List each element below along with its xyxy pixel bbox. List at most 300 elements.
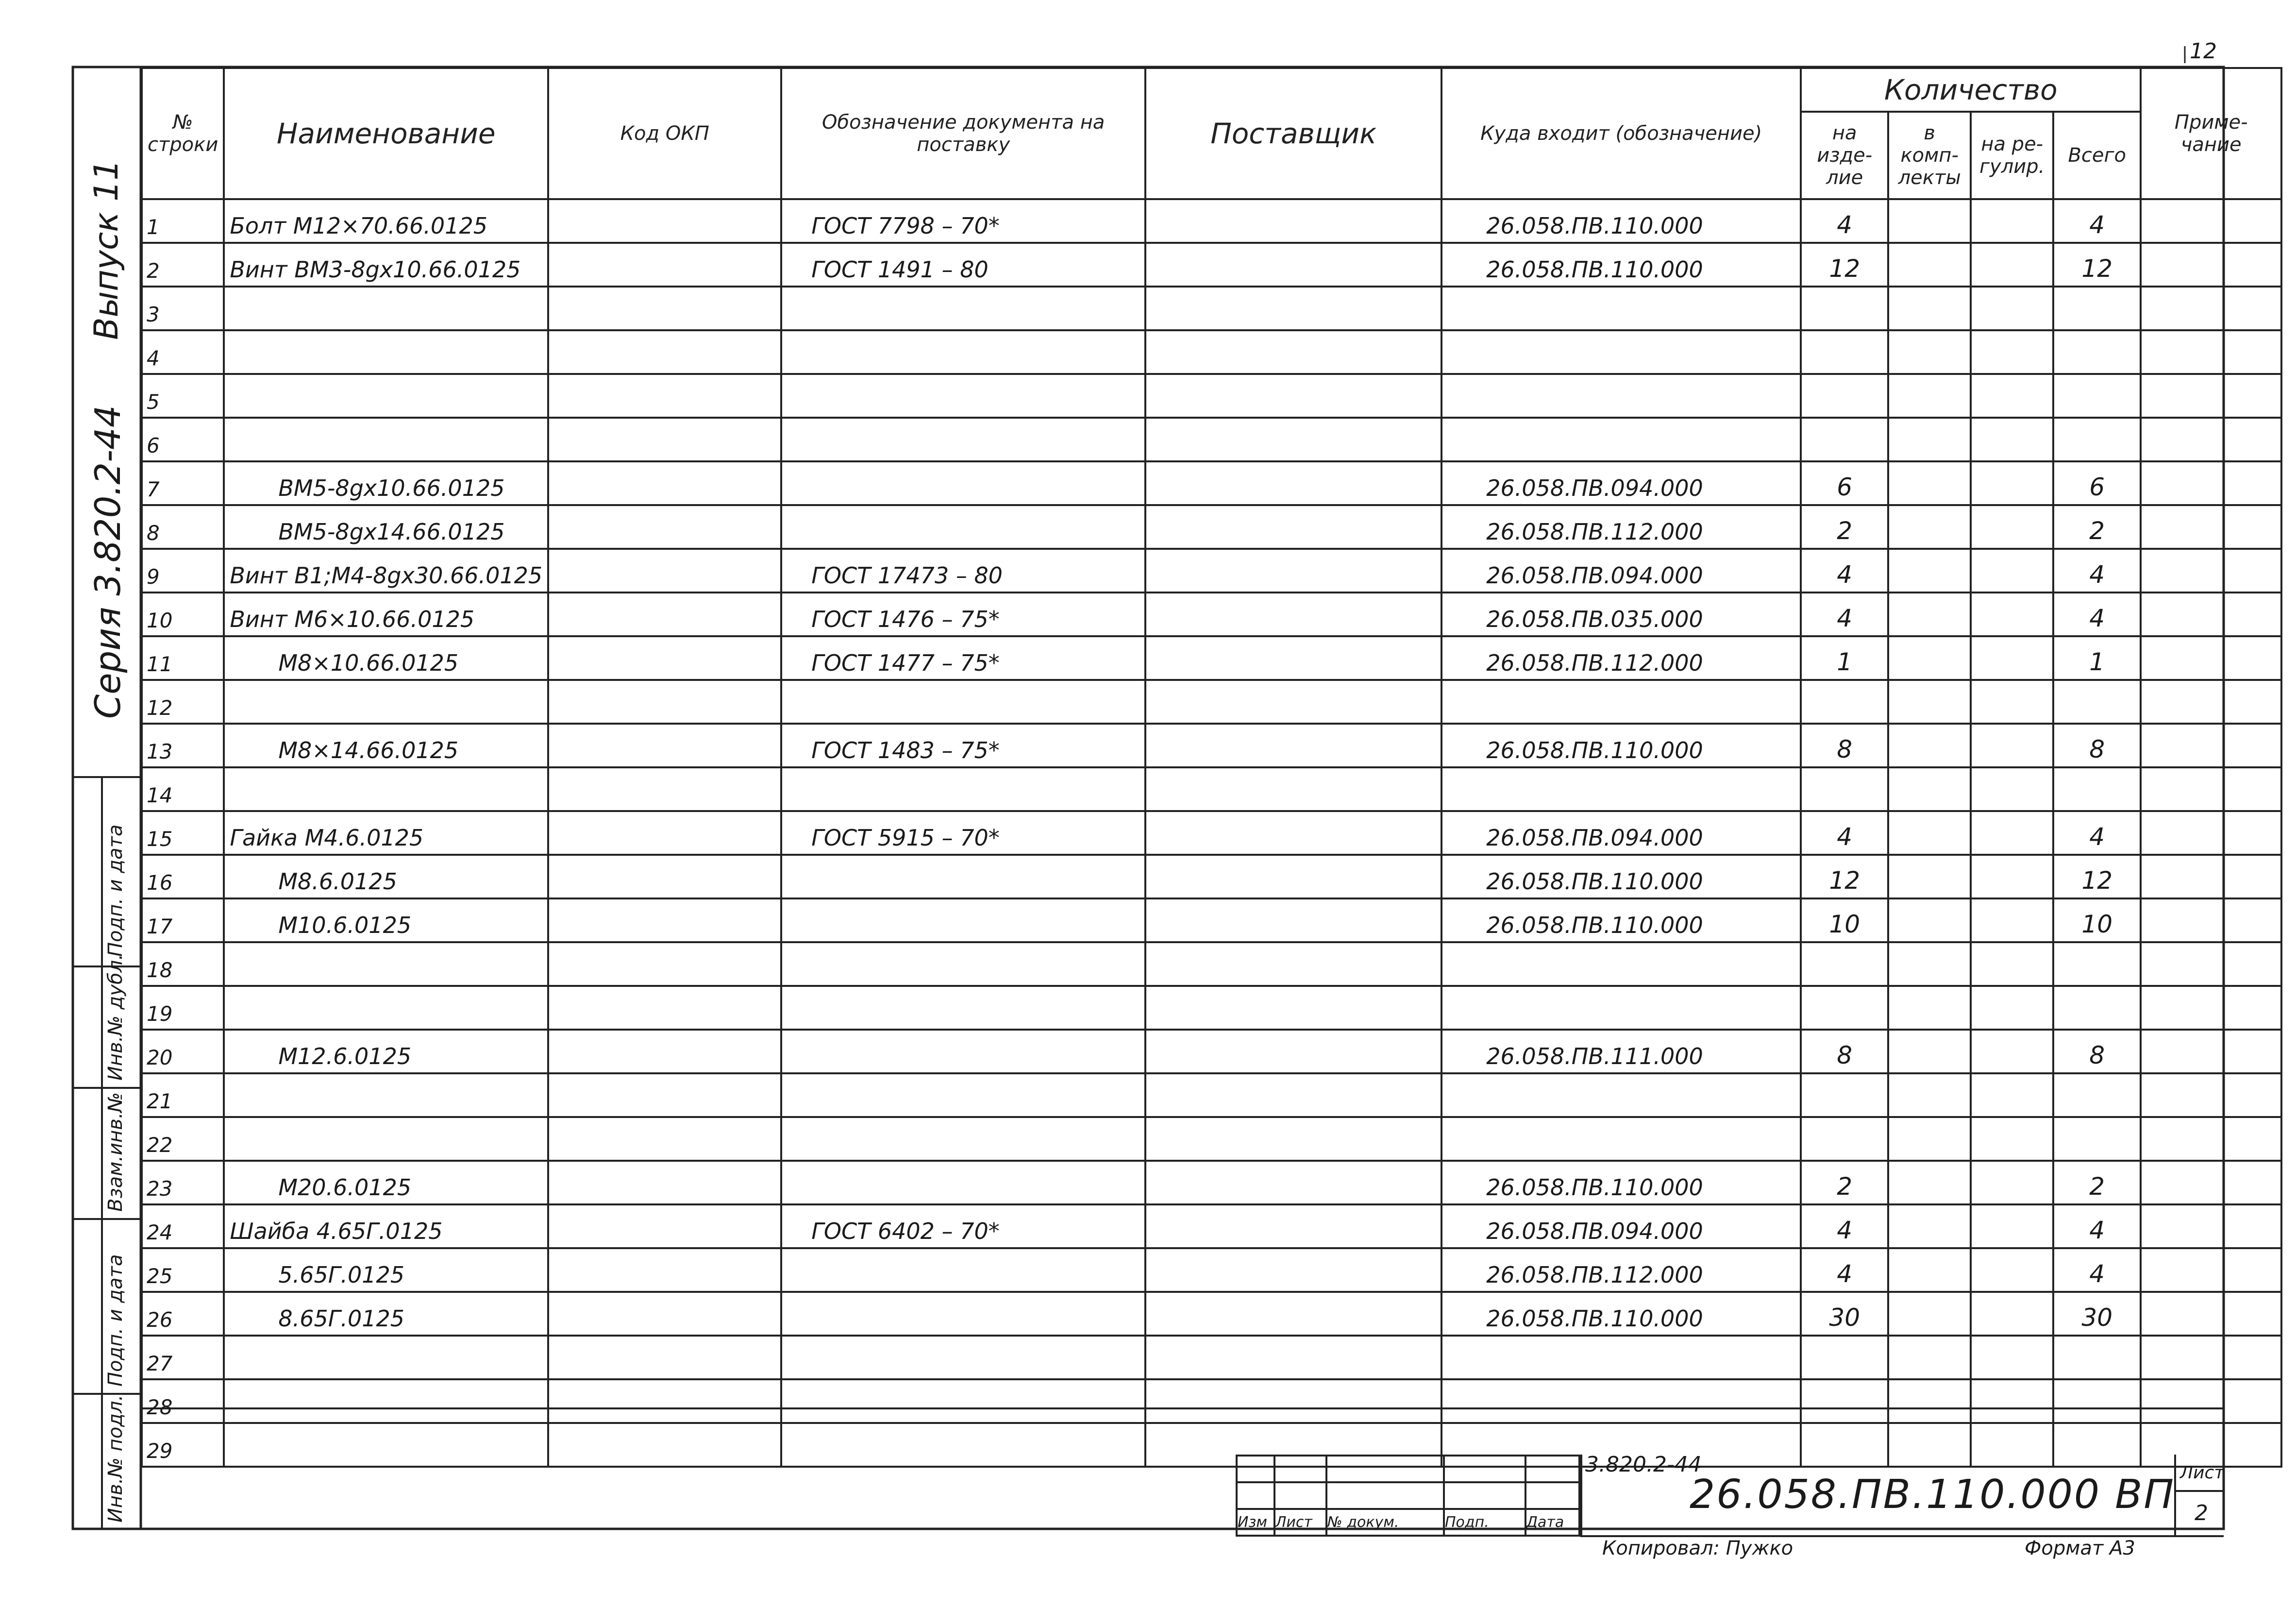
item-name — [224, 767, 548, 811]
item-where: 26.058.ПВ.035.000 — [1441, 593, 1801, 636]
qty-sets — [1888, 461, 1971, 505]
item-name — [224, 1379, 548, 1423]
header-name: Наименование — [224, 68, 548, 199]
row-number: 20 — [142, 1030, 224, 1073]
table-row — [142, 1030, 2281, 1073]
okp-code — [548, 418, 781, 461]
item-supplier — [1145, 243, 1441, 287]
item-name: М8×14.66.0125 — [224, 724, 548, 767]
row-number: 5 — [142, 374, 224, 418]
qty-sets — [1888, 811, 1971, 855]
item-note — [2141, 461, 2281, 505]
item-doc — [781, 1336, 1145, 1379]
item-note — [2141, 287, 2281, 330]
item-name: М8×10.66.0125 — [224, 636, 548, 680]
item-note — [2141, 986, 2281, 1030]
qty-sets — [1888, 505, 1971, 549]
okp-code — [548, 1292, 781, 1336]
okp-code — [548, 1117, 781, 1161]
item-note — [2141, 680, 2281, 724]
item-supplier — [1145, 461, 1441, 505]
item-where — [1441, 942, 1801, 986]
qty-total — [2053, 986, 2141, 1030]
item-note — [2141, 1161, 2281, 1204]
item-supplier — [1145, 855, 1441, 898]
item-note — [2141, 593, 2281, 636]
table-row — [142, 1073, 2281, 1117]
item-where: 26.058.ПВ.094.000 — [1441, 811, 1801, 855]
qty-total: 10 — [2053, 898, 2141, 942]
okp-code — [548, 1030, 781, 1073]
item-name — [224, 986, 548, 1030]
item-doc — [781, 1161, 1145, 1204]
header-qty: Количество — [1801, 68, 2141, 112]
row-number: 19 — [142, 986, 224, 1030]
item-name — [224, 1423, 548, 1467]
qty-product: 12 — [1801, 855, 1888, 898]
row-number: 27 — [142, 1336, 224, 1379]
item-supplier — [1145, 942, 1441, 986]
okp-code — [548, 1073, 781, 1117]
stamp-label-doc: № докум. — [1326, 1509, 1444, 1536]
item-supplier — [1145, 287, 1441, 330]
row-number: 8 — [142, 505, 224, 549]
qty-product — [1801, 1073, 1888, 1117]
item-supplier — [1145, 593, 1441, 636]
qty-sets — [1888, 767, 1971, 811]
item-where — [1441, 418, 1801, 461]
okp-code — [548, 549, 781, 593]
qty-sets — [1888, 374, 1971, 418]
qty-regul — [1971, 1379, 2053, 1423]
item-where — [1441, 1117, 1801, 1161]
qty-product: 12 — [1801, 243, 1888, 287]
row-number: 26 — [142, 1292, 224, 1336]
qty-regul — [1971, 418, 2053, 461]
item-doc — [781, 1379, 1145, 1423]
qty-product — [1801, 1117, 1888, 1161]
item-doc — [781, 374, 1145, 418]
qty-total: 30 — [2053, 1292, 2141, 1336]
item-supplier — [1145, 418, 1441, 461]
item-where: 26.058.ПВ.110.000 — [1441, 724, 1801, 767]
okp-code — [548, 986, 781, 1030]
item-where: 26.058.ПВ.112.000 — [1441, 505, 1801, 549]
table-row — [142, 680, 2281, 724]
item-note — [2141, 636, 2281, 680]
row-number: 22 — [142, 1117, 224, 1161]
qty-regul — [1971, 1030, 2053, 1073]
item-note — [2141, 1379, 2281, 1423]
qty-product: 2 — [1801, 1161, 1888, 1204]
item-name: ВМ5-8gх14.66.0125 — [224, 505, 548, 549]
item-where — [1441, 287, 1801, 330]
qty-sets — [1888, 942, 1971, 986]
item-name: 8.65Г.0125 — [224, 1292, 548, 1336]
item-doc — [781, 1423, 1145, 1467]
item-doc — [781, 461, 1145, 505]
qty-total — [2053, 418, 2141, 461]
qty-total — [2053, 374, 2141, 418]
qty-total — [2053, 1117, 2141, 1161]
qty-total — [2053, 680, 2141, 724]
side-box-dup-inv: Инв.№ дубл. — [104, 954, 127, 1081]
qty-regul — [1971, 549, 2053, 593]
item-name: Шайба 4.65Г.0125 — [224, 1204, 548, 1248]
table-row — [142, 1336, 2281, 1379]
okp-code — [548, 636, 781, 680]
okp-code — [548, 461, 781, 505]
header-qty-total: Всего — [2053, 112, 2141, 199]
qty-regul — [1971, 1117, 2053, 1161]
okp-code — [548, 1379, 781, 1423]
item-supplier — [1145, 549, 1441, 593]
header-qty-sets: в комп-лекты — [1888, 112, 1971, 199]
item-name: Винт М6×10.66.0125 — [224, 593, 548, 636]
side-box-replace-inv: Взам.инв.№ — [104, 1092, 127, 1212]
item-where: 26.058.ПВ.110.000 — [1441, 898, 1801, 942]
item-supplier — [1145, 1379, 1441, 1423]
qty-total — [2053, 1073, 2141, 1117]
item-note — [2141, 1336, 2281, 1379]
qty-sets — [1888, 680, 1971, 724]
header-doc: Обозначение документа на поставку — [781, 68, 1145, 199]
qty-regul — [1971, 855, 2053, 898]
stamp-sheet-number: 2 — [2195, 1501, 2208, 1525]
qty-product: 4 — [1801, 1248, 1888, 1292]
item-name: М10.6.0125 — [224, 898, 548, 942]
item-doc — [781, 1073, 1145, 1117]
qty-sets — [1888, 287, 1971, 330]
item-note — [2141, 1117, 2281, 1161]
item-name — [224, 330, 548, 374]
item-doc — [781, 418, 1145, 461]
item-doc — [781, 1117, 1145, 1161]
item-name — [224, 287, 548, 330]
stamp-label-change: Изм — [1237, 1509, 1274, 1536]
item-note — [2141, 1030, 2281, 1073]
qty-sets — [1888, 243, 1971, 287]
stamp-designation: 26.058.ПВ.110.000 ВП — [1690, 1472, 2176, 1518]
row-number: 11 — [142, 636, 224, 680]
header-where: Куда входит (обозначение) — [1441, 68, 1801, 199]
item-where: 26.058.ПВ.111.000 — [1441, 1030, 1801, 1073]
item-name — [224, 374, 548, 418]
item-where: 26.058.ПВ.112.000 — [1441, 1248, 1801, 1292]
qty-regul — [1971, 199, 2053, 243]
okp-code — [548, 199, 781, 243]
qty-product — [1801, 1336, 1888, 1379]
item-supplier — [1145, 986, 1441, 1030]
header-supplier: Поставщик — [1145, 68, 1441, 199]
item-doc — [781, 287, 1145, 330]
item-note — [2141, 330, 2281, 374]
qty-total — [2053, 330, 2141, 374]
table-row — [142, 1117, 2281, 1161]
series-label: Серия 3.820.2-44 — [87, 405, 128, 719]
table-row — [142, 855, 2281, 898]
qty-product: 8 — [1801, 724, 1888, 767]
row-number: 25 — [142, 1248, 224, 1292]
row-number: 7 — [142, 461, 224, 505]
item-supplier — [1145, 1117, 1441, 1161]
item-name: Гайка М4.6.0125 — [224, 811, 548, 855]
item-where: 26.058.ПВ.110.000 — [1441, 1292, 1801, 1336]
item-note — [2141, 243, 2281, 287]
qty-product — [1801, 1379, 1888, 1423]
qty-sets — [1888, 330, 1971, 374]
item-where: 26.058.ПВ.094.000 — [1441, 549, 1801, 593]
qty-total — [2053, 767, 2141, 811]
item-doc — [781, 1292, 1145, 1336]
item-supplier — [1145, 724, 1441, 767]
item-where — [1441, 330, 1801, 374]
qty-regul — [1971, 636, 2053, 680]
row-number: 15 — [142, 811, 224, 855]
qty-product — [1801, 330, 1888, 374]
table-row — [142, 593, 2281, 636]
item-name — [224, 418, 548, 461]
table-row — [142, 1248, 2281, 1292]
item-doc — [781, 855, 1145, 898]
header-note: Приме-чание — [2141, 68, 2281, 199]
item-where: 26.058.ПВ.112.000 — [1441, 636, 1801, 680]
table-row — [142, 418, 2281, 461]
item-where — [1441, 1379, 1801, 1423]
item-doc: ГОСТ 6402 – 70* — [781, 1204, 1145, 1248]
row-number: 21 — [142, 1073, 224, 1117]
okp-code — [548, 767, 781, 811]
item-note — [2141, 1073, 2281, 1117]
qty-total: 4 — [2053, 593, 2141, 636]
qty-regul — [1971, 1161, 2053, 1204]
okp-code — [548, 811, 781, 855]
row-number: 23 — [142, 1161, 224, 1204]
issue-label: Выпуск 11 — [87, 159, 126, 340]
item-doc — [781, 680, 1145, 724]
item-where: 26.058.ПВ.110.000 — [1441, 1161, 1801, 1204]
table-row — [142, 549, 2281, 593]
row-number: 14 — [142, 767, 224, 811]
header-row-no: № строки — [142, 68, 224, 199]
table-row — [142, 199, 2281, 243]
okp-code — [548, 243, 781, 287]
item-note — [2141, 418, 2281, 461]
qty-regul — [1971, 942, 2053, 986]
item-where — [1441, 680, 1801, 724]
qty-total: 4 — [2053, 1204, 2141, 1248]
item-note — [2141, 1204, 2281, 1248]
qty-sets — [1888, 1030, 1971, 1073]
table-row — [142, 243, 2281, 287]
okp-code — [548, 898, 781, 942]
qty-sets — [1888, 1292, 1971, 1336]
item-name: Винт В1;М4-8gх30.66.0125 — [224, 549, 548, 593]
qty-total: 2 — [2053, 505, 2141, 549]
table-row — [142, 811, 2281, 855]
header-qty-product: на изде-лие — [1801, 112, 1888, 199]
table-row — [142, 1379, 2281, 1423]
item-where: 26.058.ПВ.094.000 — [1441, 1204, 1801, 1248]
qty-total: 4 — [2053, 811, 2141, 855]
page-number: 12 — [2190, 39, 2217, 64]
qty-sets — [1888, 855, 1971, 898]
item-doc: ГОСТ 1483 – 75* — [781, 724, 1145, 767]
okp-code — [548, 330, 781, 374]
item-doc — [781, 898, 1145, 942]
qty-sets — [1888, 1073, 1971, 1117]
qty-sets — [1888, 898, 1971, 942]
item-supplier — [1145, 1204, 1441, 1248]
qty-product: 4 — [1801, 593, 1888, 636]
item-name — [224, 680, 548, 724]
qty-regul — [1971, 724, 2053, 767]
qty-product — [1801, 287, 1888, 330]
item-note — [2141, 1292, 2281, 1336]
item-doc — [781, 986, 1145, 1030]
qty-regul — [1971, 1292, 2053, 1336]
table-row — [142, 942, 2281, 986]
item-doc — [781, 505, 1145, 549]
item-doc: ГОСТ 1477 – 75* — [781, 636, 1145, 680]
item-supplier — [1145, 680, 1441, 724]
item-supplier — [1145, 636, 1441, 680]
table-row — [142, 1292, 2281, 1336]
row-number: 16 — [142, 855, 224, 898]
item-doc: ГОСТ 1476 – 75* — [781, 593, 1145, 636]
item-note — [2141, 855, 2281, 898]
copied-by: Копировал: Пужко — [1602, 1537, 1793, 1559]
qty-total: 12 — [2053, 243, 2141, 287]
qty-regul — [1971, 811, 2053, 855]
stamp-series-code: 3.820.2-44 — [1585, 1452, 1702, 1477]
row-number: 1 — [142, 199, 224, 243]
okp-code — [548, 374, 781, 418]
table-row — [142, 461, 2281, 505]
table-row — [142, 1161, 2281, 1204]
row-number: 4 — [142, 330, 224, 374]
title-block-grid — [1236, 1455, 1580, 1537]
table-row — [142, 898, 2281, 942]
item-note — [2141, 374, 2281, 418]
item-note — [2141, 942, 2281, 986]
row-number: 18 — [142, 942, 224, 986]
item-name — [224, 1073, 548, 1117]
qty-total — [2053, 942, 2141, 986]
qty-regul — [1971, 1204, 2053, 1248]
item-doc — [781, 330, 1145, 374]
qty-product — [1801, 767, 1888, 811]
row-number: 10 — [142, 593, 224, 636]
okp-code — [548, 287, 781, 330]
qty-sets — [1888, 1336, 1971, 1379]
item-note — [2141, 811, 2281, 855]
qty-regul — [1971, 680, 2053, 724]
qty-regul — [1971, 1248, 2053, 1292]
row-number: 3 — [142, 287, 224, 330]
row-number: 12 — [142, 680, 224, 724]
side-box-orig-inv: Инв.№ подл. — [104, 1394, 127, 1523]
qty-product: 6 — [1801, 461, 1888, 505]
qty-sets — [1888, 593, 1971, 636]
okp-code — [548, 1423, 781, 1467]
item-doc: ГОСТ 7798 – 70* — [781, 199, 1145, 243]
okp-code — [548, 505, 781, 549]
qty-regul — [1971, 1336, 2053, 1379]
qty-product — [1801, 418, 1888, 461]
qty-total — [2053, 1379, 2141, 1423]
header-qty-regul: на ре-гулир. — [1971, 112, 2053, 199]
table-row — [142, 636, 2281, 680]
qty-product: 4 — [1801, 549, 1888, 593]
row-number: 17 — [142, 898, 224, 942]
qty-sets — [1888, 1379, 1971, 1423]
qty-regul — [1971, 593, 2053, 636]
side-box-sign-date-2: Подп. и дата — [104, 1254, 127, 1387]
item-supplier — [1145, 1248, 1441, 1292]
row-number: 2 — [142, 243, 224, 287]
qty-product — [1801, 986, 1888, 1030]
qty-sets — [1888, 549, 1971, 593]
qty-product: 8 — [1801, 1030, 1888, 1073]
okp-code — [548, 1248, 781, 1292]
side-box-sign-date-1: Подп. и дата — [104, 824, 127, 957]
item-note — [2141, 199, 2281, 243]
item-supplier — [1145, 898, 1441, 942]
qty-sets — [1888, 199, 1971, 243]
okp-code — [548, 855, 781, 898]
table-row — [142, 374, 2281, 418]
qty-regul — [1971, 287, 2053, 330]
qty-total — [2053, 1336, 2141, 1379]
item-name: М8.6.0125 — [224, 855, 548, 898]
item-supplier — [1145, 374, 1441, 418]
qty-product — [1801, 942, 1888, 986]
qty-sets — [1888, 418, 1971, 461]
qty-regul — [1971, 243, 2053, 287]
qty-total: 2 — [2053, 1161, 2141, 1204]
qty-sets — [1888, 1117, 1971, 1161]
qty-sets — [1888, 636, 1971, 680]
item-doc: ГОСТ 17473 – 80 — [781, 549, 1145, 593]
row-number: 13 — [142, 724, 224, 767]
qty-sets — [1888, 724, 1971, 767]
qty-product: 1 — [1801, 636, 1888, 680]
okp-code — [548, 1336, 781, 1379]
qty-regul — [1971, 374, 2053, 418]
qty-sets — [1888, 1248, 1971, 1292]
qty-total — [2053, 287, 2141, 330]
row-number: 28 — [142, 1379, 224, 1423]
table-row — [142, 1204, 2281, 1248]
qty-sets — [1888, 1204, 1971, 1248]
item-supplier — [1145, 505, 1441, 549]
item-name: М20.6.0125 — [224, 1161, 548, 1204]
table-row — [142, 724, 2281, 767]
okp-code — [548, 680, 781, 724]
item-doc: ГОСТ 1491 – 80 — [781, 243, 1145, 287]
okp-code — [548, 1204, 781, 1248]
item-doc — [781, 942, 1145, 986]
qty-total: 8 — [2053, 1030, 2141, 1073]
item-name: 5.65Г.0125 — [224, 1248, 548, 1292]
item-doc — [781, 767, 1145, 811]
qty-regul — [1971, 330, 2053, 374]
item-supplier — [1145, 199, 1441, 243]
stamp-label-date: Дата — [1525, 1509, 1579, 1536]
item-name — [224, 942, 548, 986]
qty-product: 30 — [1801, 1292, 1888, 1336]
